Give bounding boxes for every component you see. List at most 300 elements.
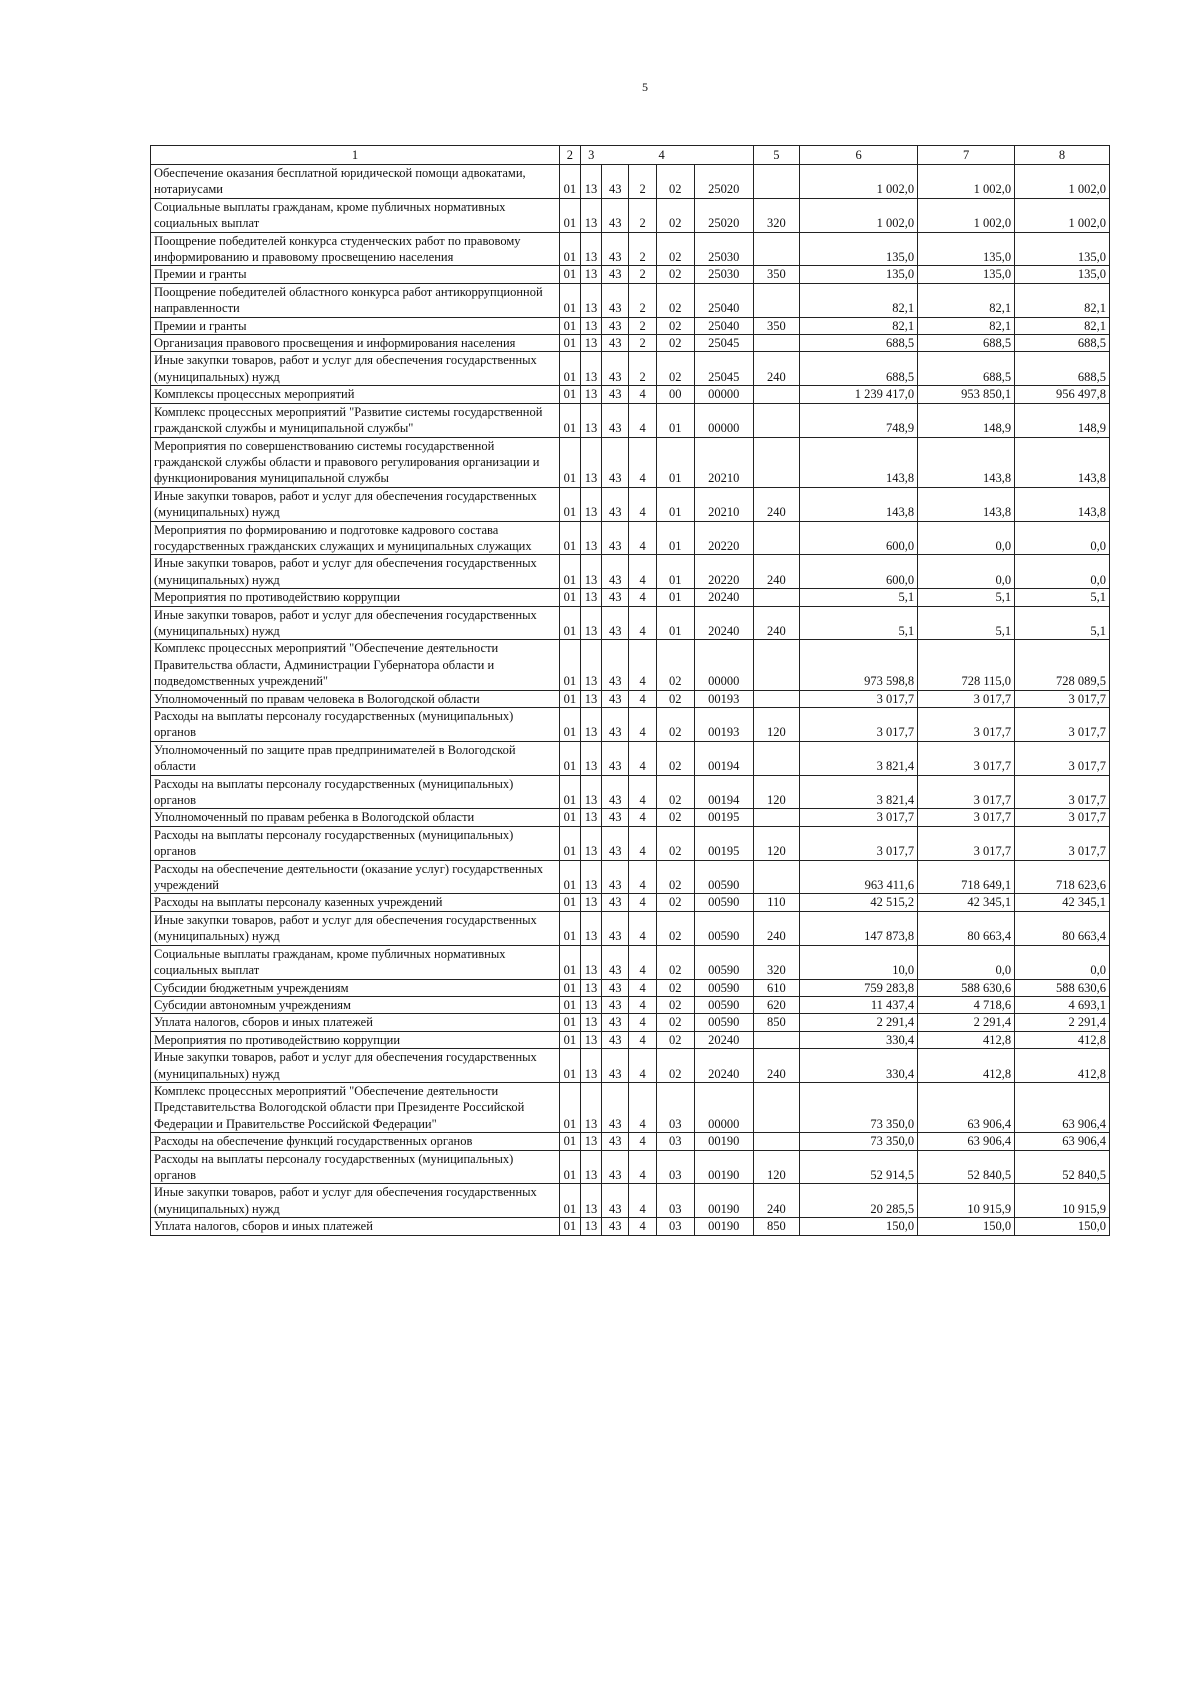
- table-row: [151, 1082, 1110, 1132]
- budget-table: [150, 145, 1110, 1236]
- amount-col8: 150,0: [1015, 1218, 1110, 1235]
- amount-col8: 5,1: [1015, 606, 1110, 640]
- header-row: [151, 146, 1110, 165]
- subprogram-code: 4: [629, 741, 656, 775]
- measure-code: 01: [656, 606, 694, 640]
- header-cell: 7: [918, 146, 1015, 165]
- row-name: Расходы на выплаты персоналу государственных (муниципальных) органов: [151, 826, 560, 860]
- program-code: 43: [602, 894, 629, 911]
- direction-code: 00190: [694, 1133, 753, 1150]
- expense-type-code: 120: [753, 708, 799, 742]
- row-name: Иные закупки товаров, работ и услуг для обеспечения государственных (муниципальных) нужд: [151, 606, 560, 640]
- table-row: [151, 1133, 1110, 1150]
- amount-col8: 80 663,4: [1015, 911, 1110, 945]
- amount-col7: 0,0: [918, 521, 1015, 555]
- amount-col6: 3 017,7: [800, 826, 918, 860]
- amount-col6: 143,8: [800, 487, 918, 521]
- expense-type-code: 350: [753, 317, 799, 334]
- table-body: [151, 146, 1110, 1236]
- expense-type-code: 850: [753, 1014, 799, 1031]
- header-cell: [694, 146, 753, 165]
- amount-col8: 588 630,6: [1015, 979, 1110, 996]
- measure-code: 02: [656, 283, 694, 317]
- subprogram-code: 4: [629, 860, 656, 894]
- direction-code: 00190: [694, 1218, 753, 1235]
- row-name: Комплекс процессных мероприятий "Развитие системы государственной гражданской службы и муниципальной службы": [151, 403, 560, 437]
- program-code: 43: [602, 708, 629, 742]
- table-row: [151, 996, 1110, 1013]
- program-code: 43: [602, 979, 629, 996]
- section-code: 01: [559, 487, 580, 521]
- subprogram-code: 2: [629, 335, 656, 352]
- expense-type-code: 120: [753, 775, 799, 809]
- row-name: Расходы на выплаты персоналу государственных (муниципальных) органов: [151, 1150, 560, 1184]
- amount-col6: 748,9: [800, 403, 918, 437]
- program-code: 43: [602, 1082, 629, 1132]
- subsection-code: 13: [580, 555, 601, 589]
- subprogram-code: 4: [629, 911, 656, 945]
- subsection-code: 13: [580, 335, 601, 352]
- program-code: 43: [602, 589, 629, 606]
- table-row: [151, 708, 1110, 742]
- direction-code: 00590: [694, 996, 753, 1013]
- section-code: 01: [559, 165, 580, 199]
- header-cell: 5: [753, 146, 799, 165]
- row-name: Расходы на обеспечение деятельности (оказание услуг) государственных учреждений: [151, 860, 560, 894]
- direction-code: 25040: [694, 283, 753, 317]
- expense-type-code: 240: [753, 1049, 799, 1083]
- section-code: 01: [559, 386, 580, 403]
- program-code: 43: [602, 386, 629, 403]
- table-row: [151, 775, 1110, 809]
- table-row: [151, 690, 1110, 707]
- row-name: Иные закупки товаров, работ и услуг для обеспечения государственных (муниципальных) нужд: [151, 352, 560, 386]
- measure-code: 02: [656, 860, 694, 894]
- subsection-code: 13: [580, 386, 601, 403]
- amount-col8: 143,8: [1015, 437, 1110, 487]
- table-row: [151, 894, 1110, 911]
- row-name: Премии и гранты: [151, 317, 560, 334]
- amount-col8: 135,0: [1015, 232, 1110, 266]
- program-code: 43: [602, 911, 629, 945]
- program-code: 43: [602, 1184, 629, 1218]
- expense-type-code: [753, 589, 799, 606]
- amount-col6: 143,8: [800, 437, 918, 487]
- subprogram-code: 4: [629, 487, 656, 521]
- amount-col6: 963 411,6: [800, 860, 918, 894]
- section-code: 01: [559, 555, 580, 589]
- amount-col8: 3 017,7: [1015, 690, 1110, 707]
- section-code: 01: [559, 1014, 580, 1031]
- amount-col7: 2 291,4: [918, 1014, 1015, 1031]
- subsection-code: 13: [580, 1133, 601, 1150]
- program-code: 43: [602, 266, 629, 283]
- subprogram-code: 4: [629, 979, 656, 996]
- subsection-code: 13: [580, 232, 601, 266]
- direction-code: 25020: [694, 198, 753, 232]
- expense-type-code: 350: [753, 266, 799, 283]
- subprogram-code: 4: [629, 386, 656, 403]
- measure-code: 02: [656, 690, 694, 707]
- table-row: [151, 1184, 1110, 1218]
- program-code: 43: [602, 335, 629, 352]
- amount-col7: 3 017,7: [918, 690, 1015, 707]
- amount-col8: 10 915,9: [1015, 1184, 1110, 1218]
- section-code: 01: [559, 1031, 580, 1048]
- expense-type-code: 320: [753, 198, 799, 232]
- subsection-code: 13: [580, 437, 601, 487]
- subsection-code: 13: [580, 911, 601, 945]
- row-name: Расходы на выплаты персоналу казенных учреждений: [151, 894, 560, 911]
- amount-col7: 82,1: [918, 317, 1015, 334]
- table-row: [151, 437, 1110, 487]
- program-code: 43: [602, 198, 629, 232]
- direction-code: 00193: [694, 708, 753, 742]
- expense-type-code: 240: [753, 1184, 799, 1218]
- amount-col8: 3 017,7: [1015, 708, 1110, 742]
- amount-col7: 3 017,7: [918, 708, 1015, 742]
- table-row: [151, 487, 1110, 521]
- program-code: 43: [602, 640, 629, 690]
- table-row: [151, 809, 1110, 826]
- amount-col8: 3 017,7: [1015, 826, 1110, 860]
- amount-col7: 688,5: [918, 352, 1015, 386]
- subprogram-code: 2: [629, 266, 656, 283]
- measure-code: 02: [656, 809, 694, 826]
- amount-col6: 1 239 417,0: [800, 386, 918, 403]
- expense-type-code: [753, 283, 799, 317]
- expense-type-code: [753, 403, 799, 437]
- amount-col7: 1 002,0: [918, 165, 1015, 199]
- expense-type-code: [753, 690, 799, 707]
- section-code: 01: [559, 1049, 580, 1083]
- direction-code: 25030: [694, 232, 753, 266]
- subprogram-code: 4: [629, 521, 656, 555]
- expense-type-code: 620: [753, 996, 799, 1013]
- amount-col8: 82,1: [1015, 317, 1110, 334]
- direction-code: 00195: [694, 826, 753, 860]
- table-row: [151, 386, 1110, 403]
- program-code: 43: [602, 606, 629, 640]
- expense-type-code: [753, 521, 799, 555]
- direction-code: 00000: [694, 403, 753, 437]
- expense-type-code: 850: [753, 1218, 799, 1235]
- amount-col7: 953 850,1: [918, 386, 1015, 403]
- expense-type-code: [753, 809, 799, 826]
- direction-code: 00590: [694, 911, 753, 945]
- table-row: [151, 317, 1110, 334]
- amount-col8: 0,0: [1015, 521, 1110, 555]
- section-code: 01: [559, 403, 580, 437]
- program-code: 43: [602, 487, 629, 521]
- direction-code: 00000: [694, 386, 753, 403]
- direction-code: 00000: [694, 640, 753, 690]
- amount-col6: 5,1: [800, 589, 918, 606]
- direction-code: 00590: [694, 1014, 753, 1031]
- amount-col7: 1 002,0: [918, 198, 1015, 232]
- measure-code: 01: [656, 555, 694, 589]
- section-code: 01: [559, 640, 580, 690]
- direction-code: 00590: [694, 894, 753, 911]
- amount-col6: 11 437,4: [800, 996, 918, 1013]
- row-name: Социальные выплаты гражданам, кроме публичных нормативных социальных выплат: [151, 198, 560, 232]
- subsection-code: 13: [580, 589, 601, 606]
- table-row: [151, 741, 1110, 775]
- program-code: 43: [602, 996, 629, 1013]
- subsection-code: 13: [580, 809, 601, 826]
- amount-col7: 150,0: [918, 1218, 1015, 1235]
- expense-type-code: [753, 437, 799, 487]
- program-code: 43: [602, 521, 629, 555]
- measure-code: 02: [656, 1049, 694, 1083]
- subsection-code: 13: [580, 826, 601, 860]
- amount-col8: 412,8: [1015, 1049, 1110, 1083]
- direction-code: 25030: [694, 266, 753, 283]
- expense-type-code: [753, 640, 799, 690]
- amount-col6: 3 821,4: [800, 775, 918, 809]
- subprogram-code: 4: [629, 1031, 656, 1048]
- amount-col8: 135,0: [1015, 266, 1110, 283]
- measure-code: 02: [656, 266, 694, 283]
- measure-code: 01: [656, 403, 694, 437]
- section-code: 01: [559, 317, 580, 334]
- direction-code: 25040: [694, 317, 753, 334]
- expense-type-code: 320: [753, 945, 799, 979]
- section-code: 01: [559, 232, 580, 266]
- subsection-code: 13: [580, 403, 601, 437]
- row-name: Субсидии автономным учреждениям: [151, 996, 560, 1013]
- row-name: Уплата налогов, сборов и иных платежей: [151, 1218, 560, 1235]
- amount-col8: 5,1: [1015, 589, 1110, 606]
- subprogram-code: 4: [629, 1184, 656, 1218]
- direction-code: 00194: [694, 741, 753, 775]
- row-name: Уплата налогов, сборов и иных платежей: [151, 1014, 560, 1031]
- amount-col7: 688,5: [918, 335, 1015, 352]
- subsection-code: 13: [580, 1150, 601, 1184]
- section-code: 01: [559, 1082, 580, 1132]
- section-code: 01: [559, 521, 580, 555]
- amount-col8: 143,8: [1015, 487, 1110, 521]
- direction-code: 20210: [694, 437, 753, 487]
- table-row: [151, 266, 1110, 283]
- measure-code: 01: [656, 487, 694, 521]
- subsection-code: 13: [580, 1082, 601, 1132]
- table-row: [151, 945, 1110, 979]
- measure-code: 02: [656, 996, 694, 1013]
- section-code: 01: [559, 1150, 580, 1184]
- section-code: 01: [559, 809, 580, 826]
- subprogram-code: 2: [629, 317, 656, 334]
- row-name: Мероприятия по формированию и подготовке кадрового состава государственных гражданских служащих и муниципальных служащих: [151, 521, 560, 555]
- subprogram-code: 4: [629, 403, 656, 437]
- table-row: [151, 640, 1110, 690]
- subprogram-code: 4: [629, 690, 656, 707]
- header-cell: [602, 146, 629, 165]
- measure-code: 00: [656, 386, 694, 403]
- expense-type-code: [753, 741, 799, 775]
- subsection-code: 13: [580, 606, 601, 640]
- expense-type-code: [753, 1031, 799, 1048]
- measure-code: 02: [656, 945, 694, 979]
- amount-col7: 52 840,5: [918, 1150, 1015, 1184]
- table-row: [151, 521, 1110, 555]
- amount-col7: 148,9: [918, 403, 1015, 437]
- table-row: [151, 589, 1110, 606]
- row-name: Комплекс процессных мероприятий "Обеспечение деятельности Представительства Вологодской области при Президенте Российской Федерации и Правительстве Российской Федерации": [151, 1082, 560, 1132]
- amount-col6: 3 017,7: [800, 809, 918, 826]
- measure-code: 02: [656, 165, 694, 199]
- section-code: 01: [559, 283, 580, 317]
- subsection-code: 13: [580, 1014, 601, 1031]
- expense-type-code: 240: [753, 352, 799, 386]
- row-name: Иные закупки товаров, работ и услуг для обеспечения государственных (муниципальных) нужд: [151, 1184, 560, 1218]
- measure-code: 01: [656, 521, 694, 555]
- measure-code: 02: [656, 979, 694, 996]
- subprogram-code: 4: [629, 775, 656, 809]
- expense-type-code: 240: [753, 555, 799, 589]
- amount-col7: 10 915,9: [918, 1184, 1015, 1218]
- table-row: [151, 1031, 1110, 1048]
- row-name: Уполномоченный по защите прав предпринимателей в Вологодской области: [151, 741, 560, 775]
- subprogram-code: 2: [629, 165, 656, 199]
- measure-code: 02: [656, 198, 694, 232]
- amount-col7: 3 017,7: [918, 741, 1015, 775]
- subsection-code: 13: [580, 165, 601, 199]
- amount-col6: 135,0: [800, 266, 918, 283]
- program-code: 43: [602, 809, 629, 826]
- section-code: 01: [559, 335, 580, 352]
- amount-col7: 80 663,4: [918, 911, 1015, 945]
- subsection-code: 13: [580, 996, 601, 1013]
- table-row: [151, 826, 1110, 860]
- subprogram-code: 4: [629, 589, 656, 606]
- subprogram-code: 4: [629, 437, 656, 487]
- section-code: 01: [559, 1218, 580, 1235]
- program-code: 43: [602, 437, 629, 487]
- header-cell: 4: [629, 146, 694, 165]
- direction-code: 25045: [694, 335, 753, 352]
- amount-col6: 73 350,0: [800, 1133, 918, 1150]
- direction-code: 25045: [694, 352, 753, 386]
- amount-col7: 143,8: [918, 437, 1015, 487]
- program-code: 43: [602, 860, 629, 894]
- table-row: [151, 352, 1110, 386]
- subprogram-code: 4: [629, 945, 656, 979]
- amount-col8: 82,1: [1015, 283, 1110, 317]
- measure-code: 02: [656, 911, 694, 945]
- program-code: 43: [602, 232, 629, 266]
- section-code: 01: [559, 741, 580, 775]
- subsection-code: 13: [580, 1031, 601, 1048]
- expense-type-code: 240: [753, 911, 799, 945]
- row-name: Расходы на выплаты персоналу государственных (муниципальных) органов: [151, 708, 560, 742]
- row-name: Уполномоченный по правам человека в Вологодской области: [151, 690, 560, 707]
- amount-col7: 5,1: [918, 589, 1015, 606]
- amount-col7: 4 718,6: [918, 996, 1015, 1013]
- measure-code: 02: [656, 1014, 694, 1031]
- amount-col6: 73 350,0: [800, 1082, 918, 1132]
- subsection-code: 13: [580, 1218, 601, 1235]
- amount-col8: 63 906,4: [1015, 1082, 1110, 1132]
- direction-code: 20210: [694, 487, 753, 521]
- measure-code: 03: [656, 1133, 694, 1150]
- amount-col7: 588 630,6: [918, 979, 1015, 996]
- amount-col7: 63 906,4: [918, 1133, 1015, 1150]
- program-code: 43: [602, 1133, 629, 1150]
- measure-code: 01: [656, 589, 694, 606]
- table-row: [151, 198, 1110, 232]
- subsection-code: 13: [580, 1049, 601, 1083]
- amount-col7: 0,0: [918, 945, 1015, 979]
- subprogram-code: 2: [629, 352, 656, 386]
- subsection-code: 13: [580, 640, 601, 690]
- direction-code: 20240: [694, 1031, 753, 1048]
- direction-code: 25020: [694, 165, 753, 199]
- amount-col8: 1 002,0: [1015, 165, 1110, 199]
- program-code: 43: [602, 317, 629, 334]
- expense-type-code: 240: [753, 487, 799, 521]
- subprogram-code: 2: [629, 232, 656, 266]
- measure-code: 02: [656, 894, 694, 911]
- amount-col7: 412,8: [918, 1031, 1015, 1048]
- subsection-code: 13: [580, 198, 601, 232]
- amount-col6: 759 283,8: [800, 979, 918, 996]
- amount-col6: 82,1: [800, 283, 918, 317]
- amount-col6: 973 598,8: [800, 640, 918, 690]
- subprogram-code: 4: [629, 894, 656, 911]
- measure-code: 02: [656, 826, 694, 860]
- amount-col7: 5,1: [918, 606, 1015, 640]
- table-row: [151, 1049, 1110, 1083]
- section-code: 01: [559, 266, 580, 283]
- amount-col8: 718 623,6: [1015, 860, 1110, 894]
- amount-col7: 3 017,7: [918, 826, 1015, 860]
- amount-col6: 3 821,4: [800, 741, 918, 775]
- section-code: 01: [559, 690, 580, 707]
- row-name: Комплекс процессных мероприятий "Обеспечение деятельности Правительства области, Администрации Губернатора области и подведомственных учреждений": [151, 640, 560, 690]
- program-code: 43: [602, 775, 629, 809]
- amount-col8: 688,5: [1015, 335, 1110, 352]
- measure-code: 03: [656, 1218, 694, 1235]
- table-row: [151, 911, 1110, 945]
- subsection-code: 13: [580, 352, 601, 386]
- subprogram-code: 4: [629, 1150, 656, 1184]
- amount-col8: 3 017,7: [1015, 741, 1110, 775]
- row-name: Иные закупки товаров, работ и услуг для обеспечения государственных (муниципальных) нужд: [151, 1049, 560, 1083]
- amount-col6: 600,0: [800, 555, 918, 589]
- amount-col6: 688,5: [800, 335, 918, 352]
- amount-col6: 10,0: [800, 945, 918, 979]
- direction-code: 00590: [694, 945, 753, 979]
- section-code: 01: [559, 979, 580, 996]
- amount-col8: 42 345,1: [1015, 894, 1110, 911]
- subprogram-code: 4: [629, 996, 656, 1013]
- subprogram-code: 4: [629, 708, 656, 742]
- amount-col6: 3 017,7: [800, 708, 918, 742]
- subprogram-code: 4: [629, 1218, 656, 1235]
- amount-col8: 4 693,1: [1015, 996, 1110, 1013]
- amount-col8: 63 906,4: [1015, 1133, 1110, 1150]
- page-number: 5: [642, 80, 648, 94]
- subprogram-code: 2: [629, 283, 656, 317]
- subsection-code: 13: [580, 894, 601, 911]
- subsection-code: 13: [580, 860, 601, 894]
- measure-code: 02: [656, 352, 694, 386]
- measure-code: 02: [656, 640, 694, 690]
- header-cell: 3: [580, 146, 601, 165]
- section-code: 01: [559, 860, 580, 894]
- row-name: Обеспечение оказания бесплатной юридической помощи адвокатами, нотариусами: [151, 165, 560, 199]
